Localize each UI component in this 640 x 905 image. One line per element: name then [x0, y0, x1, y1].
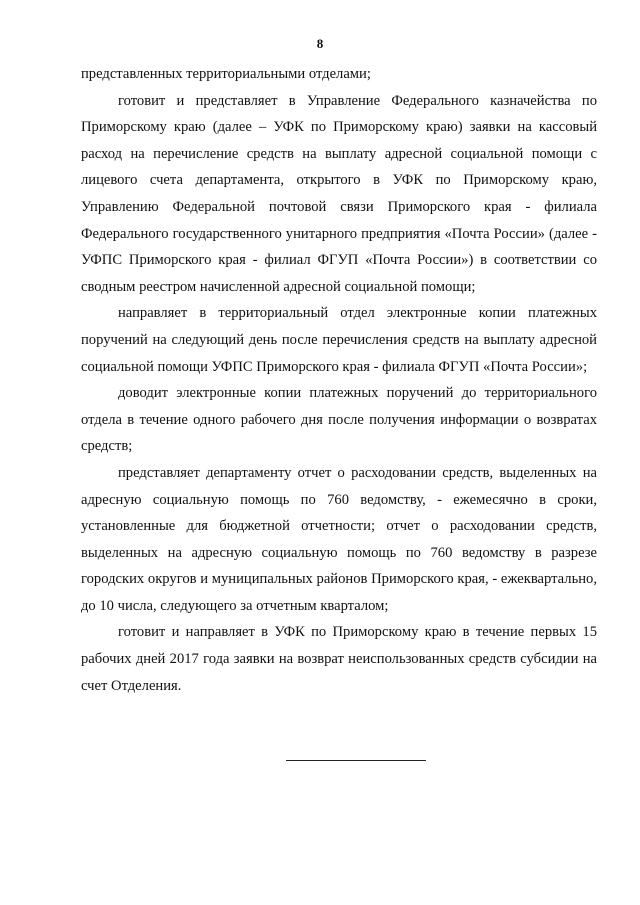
paragraph-payment-copies-sent: направляет в территориальный отдел электронные копии платежных поручений на следующий день после перечисления средств на выплату адресной социальной помощи УФПС Приморского края - филиала ФГУП «Почта России»; — [81, 305, 597, 375]
paragraph-refund-requests: готовит и направляет в УФК по Приморскому краю в течение первых 15 рабочих дней 2017 года заявки на возврат неиспользованных средств субсидии на счет Отделения. — [81, 624, 597, 694]
paragraph-payment-copies-delivered: доводит электронные копии платежных поручений до территориального отдела в течение одного рабочего дня после получения информации о возвратах средств; — [81, 385, 597, 455]
paragraph-expense-report: представляет департаменту отчет о расходовании средств, выделенных на адресную социальную помощь по 760 ведомству, - ежемесячно в сроки, установленные для бюджетной отчетности; отчет о расходовании средств, выделенных на адресную социальную помощь по 760 ведомству в разрезе городских округов и муниципальных районов Приморского края, - ежеквартально, до 10 числа, следующего за отчетным кварталом; — [81, 464, 597, 614]
closing-divider — [286, 760, 426, 761]
paragraph-ufk-requests: готовит и представляет в Управление Федерального казначейства по Приморскому краю (далее – УФК по Приморскому краю) заявки на кассовый расход на перечисление средств на выплату адресной социальной помощи с лицевого счета департамента, открытого в УФК по Приморскому краю, Управлению Федеральной почтовой связи Приморского края - филиала Федерального государственного унитарного предприятия «Почта России» (далее - УФПС Приморского края - филиал ФГУП «Почта России») в соответствии со сводным реестром начисленной адресной социальной помощи; — [81, 92, 597, 295]
document-body — [81, 61, 597, 699]
paragraph-continuation: представленных территориальными отделами; — [81, 66, 371, 82]
page-number: 8 — [316, 36, 324, 51]
